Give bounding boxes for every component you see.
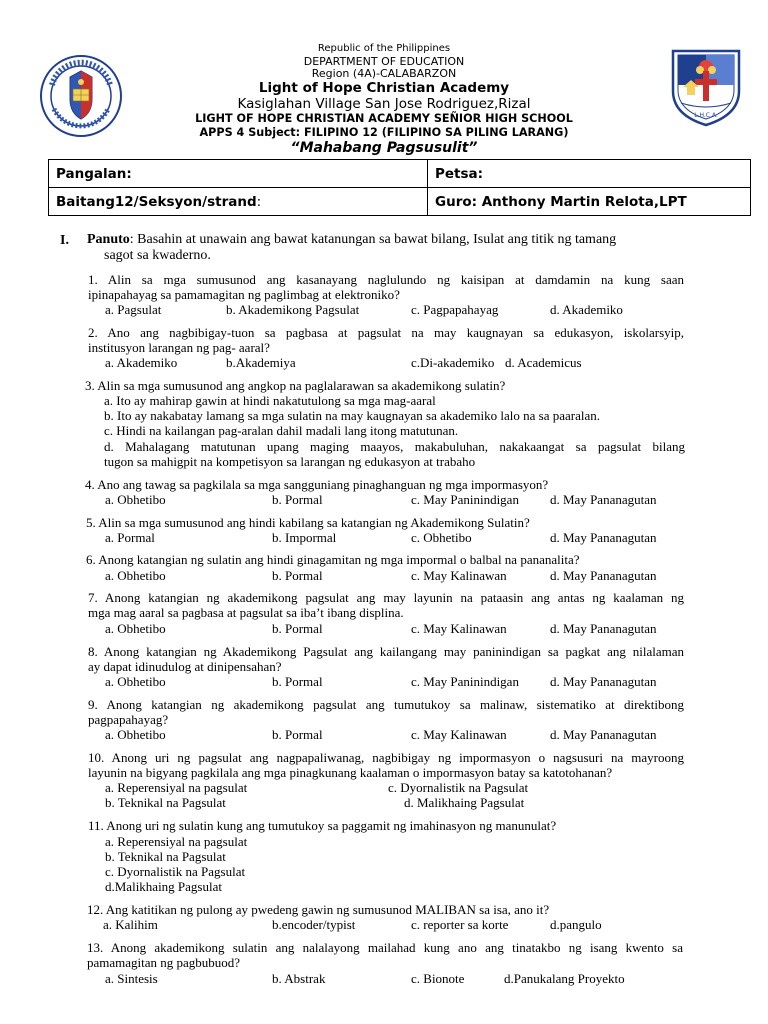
q2-option-b[interactable]: b.Akademiya bbox=[226, 355, 296, 370]
q10-option-a[interactable]: a. Reperensiyal na pagsulat bbox=[105, 780, 248, 795]
question-13: 13. Anong akademikong sulatin ang nalalayong mailahad kung ano ang tinatakbo ng isang kwento sa pamamagitan ng pagbubuod? bbox=[87, 940, 683, 970]
instructions bbox=[87, 232, 685, 264]
q11-option-b[interactable]: b. Teknikal na Pagsulat bbox=[105, 849, 226, 864]
q6-option-c[interactable]: c. May Kalinawan bbox=[411, 568, 507, 583]
department-line: DEPARTMENT OF EDUCATION bbox=[303, 55, 465, 68]
q3-option-b[interactable]: b. Ito ay nakabatay lamang sa mga sulatin na may kaugnayan sa akademiko lalo na sa paaralan. bbox=[104, 408, 600, 423]
date-field[interactable] bbox=[428, 160, 751, 188]
question-1: 1. Alin sa mga sumusunod ang kasanayang naglulundo ng kaisipan at damdamin na kung saan ipinapahayag sa pamamagitan ng paglimbag at elektroniko? bbox=[88, 272, 684, 302]
question-11: 11. Anong uri ng sulatin kung ang tumutukoy sa paggamit ng imahinasyon ng manunulat? bbox=[88, 818, 557, 833]
q9-option-c[interactable]: c. May Kalinawan bbox=[411, 727, 507, 742]
question-10: 10. Anong uri ng pagsulat ang nagpapaliwanag, nagbibigay ng impormasyon o nagsusuri na mayroong layunin na bigyang pagkilala ang mga pinagkunang kaalaman o impormasyon batay sa katotohanan? bbox=[88, 750, 684, 780]
q2-option-d[interactable]: d. Academicus bbox=[505, 355, 582, 370]
q12-option-d[interactable]: d.pangulo bbox=[550, 917, 602, 932]
instructions-label: Panuto bbox=[87, 232, 130, 247]
q3-option-d[interactable]: d. Mahalagang matutunan upang maging maayos, makabuluhan, nakakaangat sa pagsulat bilang tugon sa mahigpit na kompetisyon sa larangan ng edukasyon at trabaho bbox=[104, 439, 685, 469]
q7-option-d[interactable]: d. May Pananagutan bbox=[550, 621, 657, 636]
region-line: Region (4A)-CALABARZON bbox=[311, 67, 457, 80]
q3-option-c[interactable]: c. Hindi na kailangan pag-aralan dahil madali lang itong matutunan. bbox=[104, 423, 459, 438]
student-info-table bbox=[48, 159, 751, 216]
exam-title: “Mahabang Pagsusulit” bbox=[290, 140, 478, 156]
q8-option-a[interactable]: a. Obhetibo bbox=[105, 674, 166, 689]
school-address: Kasiglahan Village San Jose Rodriguez,Rizal bbox=[237, 96, 531, 112]
name-label: Pangalan: bbox=[56, 165, 132, 182]
question-4: 4. Ano ang tawag sa pagkilala sa mga sangguniang pinaghanguan ng mga impormasyon? bbox=[85, 477, 549, 492]
question-5: 5. Alin sa mga sumusunod ang hindi kabilang sa katangian ng Akademikong Sulatin? bbox=[86, 515, 530, 530]
q4-option-d[interactable]: d. May Pananagutan bbox=[550, 492, 657, 507]
q6-option-a[interactable]: a. Obhetibo bbox=[105, 568, 166, 583]
q6-option-b[interactable]: b. Pormal bbox=[272, 568, 323, 583]
teacher-label: Guro: Anthony Martin Relota,LPT bbox=[435, 193, 687, 210]
question-8: 8. Anong katangian ng Akademikong Pagsulat ang kailangang may paninindigan sa pagkat ang nilalaman ay dapat idinudulog at dinipensahan? bbox=[88, 644, 684, 674]
q5-option-b[interactable]: b. Impormal bbox=[272, 530, 337, 545]
q10-option-d[interactable]: d. Malikhaing Pagsulat bbox=[404, 795, 525, 810]
q5-option-c[interactable]: c. Obhetibo bbox=[411, 530, 472, 545]
q1-option-b[interactable]: b. Akademikong Pagsulat bbox=[226, 302, 360, 317]
q1-option-c[interactable]: c. Pagpapahayag bbox=[411, 302, 499, 317]
question-9: 9. Anong katangian ng akademikong pagsulat ang tumutukoy sa malinaw, sistematiko at direktibong pagpapahayag? bbox=[88, 697, 684, 727]
question-2: 2. Ano ang nagbibigay-tuon sa pagbasa at pagsulat na may kaugnayan sa edukasyon, iskolarsyip, institusyon larangan ng pag- aaral? bbox=[88, 325, 684, 355]
subject-line: APPS 4 Subject: FILIPINO 12 (FILIPINO SA PILING LARANG) bbox=[199, 126, 569, 139]
q7-option-b[interactable]: b. Pormal bbox=[272, 621, 323, 636]
instructions-text: : Basahin at unawain ang bawat katanungan sa bawat bilang, Isulat ang titik ng tamang bbox=[129, 232, 617, 247]
section-numeral: I. bbox=[60, 233, 69, 248]
date-label: Petsa: bbox=[435, 165, 484, 182]
grade-section-field[interactable]: Baitang12/Seksyon/strand: bbox=[49, 188, 428, 216]
q3-option-a[interactable]: a. Ito ay mahirap gawin at hindi nakatutulong sa mga mag-aaral bbox=[104, 393, 436, 408]
school-name: Light of Hope Christian Academy bbox=[258, 80, 510, 96]
q8-option-b[interactable]: b. Pormal bbox=[272, 674, 323, 689]
instructions-text-2: sagot sa kwaderno. bbox=[104, 248, 211, 263]
grade-section-label: Baitang12/Seksyon/strand bbox=[56, 193, 257, 210]
question-6: 6. Anong katangian ng sulatin ang hindi ginagamitan ng mga impormal o balbal na pananalita? bbox=[86, 552, 580, 567]
q5-option-d[interactable]: d. May Pananagutan bbox=[550, 530, 657, 545]
question-3: 3. Alin sa mga sumusunod ang angkop na paglalarawan sa akademikong sulatin? bbox=[85, 378, 506, 393]
q9-option-b[interactable]: b. Pormal bbox=[272, 727, 323, 742]
q8-option-d[interactable]: d. May Pananagutan bbox=[550, 674, 657, 689]
name-field[interactable] bbox=[49, 160, 428, 188]
q8-option-c[interactable]: c. May Paninindigan bbox=[411, 674, 519, 689]
question-12: 12. Ang katitikan ng pulong ay pwedeng gawin ng sumusunod MALIBAN sa isa, ano it? bbox=[87, 902, 550, 917]
republic-line: Republic of the Philippines bbox=[317, 43, 451, 54]
lhca-seal-text: L.H.C.A. bbox=[694, 112, 718, 119]
q7-option-c[interactable]: c. May Kalinawan bbox=[411, 621, 507, 636]
q13-option-a[interactable]: a. Sintesis bbox=[105, 971, 158, 986]
school-name-upper: LIGHT OF HOPE CHRISTIAN ACADEMY SEÑIOR HIGH SCHOOL bbox=[195, 112, 573, 125]
teacher-field bbox=[428, 188, 751, 216]
q13-option-b[interactable]: b. Abstrak bbox=[272, 971, 326, 986]
q11-option-d[interactable]: d.Malikhaing Pagsulat bbox=[105, 879, 222, 894]
question-7: 7. Anong katangian ng akademikong pagsulat ang may layunin na pataasin ang antas ng kaalaman ng mga mag aaral sa pagbasa at pagsulat sa iba’t ibang displina. bbox=[88, 590, 684, 620]
q13-option-d[interactable]: d.Panukalang Proyekto bbox=[504, 971, 625, 986]
q12-option-c[interactable]: c. reporter sa korte bbox=[411, 917, 509, 932]
q2-option-a[interactable]: a. Akademiko bbox=[105, 355, 178, 370]
q1-option-a[interactable]: a. Pagsulat bbox=[105, 302, 162, 317]
q2-option-c[interactable]: c.Di-akademiko bbox=[411, 355, 495, 370]
q11-option-a[interactable]: a. Reperensiyal na pagsulat bbox=[105, 834, 248, 849]
q4-option-a[interactable]: a. Obhetibo bbox=[105, 492, 166, 507]
q4-option-b[interactable]: b. Pormal bbox=[272, 492, 323, 507]
q12-option-a[interactable]: a. Kalihim bbox=[103, 917, 158, 932]
q10-option-b[interactable]: b. Teknikal na Pagsulat bbox=[105, 795, 226, 810]
q7-option-a[interactable]: a. Obhetibo bbox=[105, 621, 166, 636]
q6-option-d[interactable]: d. May Pananagutan bbox=[550, 568, 657, 583]
q11-option-c[interactable]: c. Dyornalistik na Pagsulat bbox=[105, 864, 246, 879]
q10-option-c[interactable]: c. Dyornalistik na Pagsulat bbox=[388, 780, 529, 795]
q4-option-c[interactable]: c. May Paninindigan bbox=[411, 492, 519, 507]
q1-option-d[interactable]: d. Akademiko bbox=[550, 302, 623, 317]
q5-option-a[interactable]: a. Pormal bbox=[105, 530, 155, 545]
q12-option-b[interactable]: b.encoder/typist bbox=[272, 917, 356, 932]
q13-option-c[interactable]: c. Bionote bbox=[411, 971, 465, 986]
q9-option-a[interactable]: a. Obhetibo bbox=[105, 727, 166, 742]
q9-option-d[interactable]: d. May Pananagutan bbox=[550, 727, 657, 742]
